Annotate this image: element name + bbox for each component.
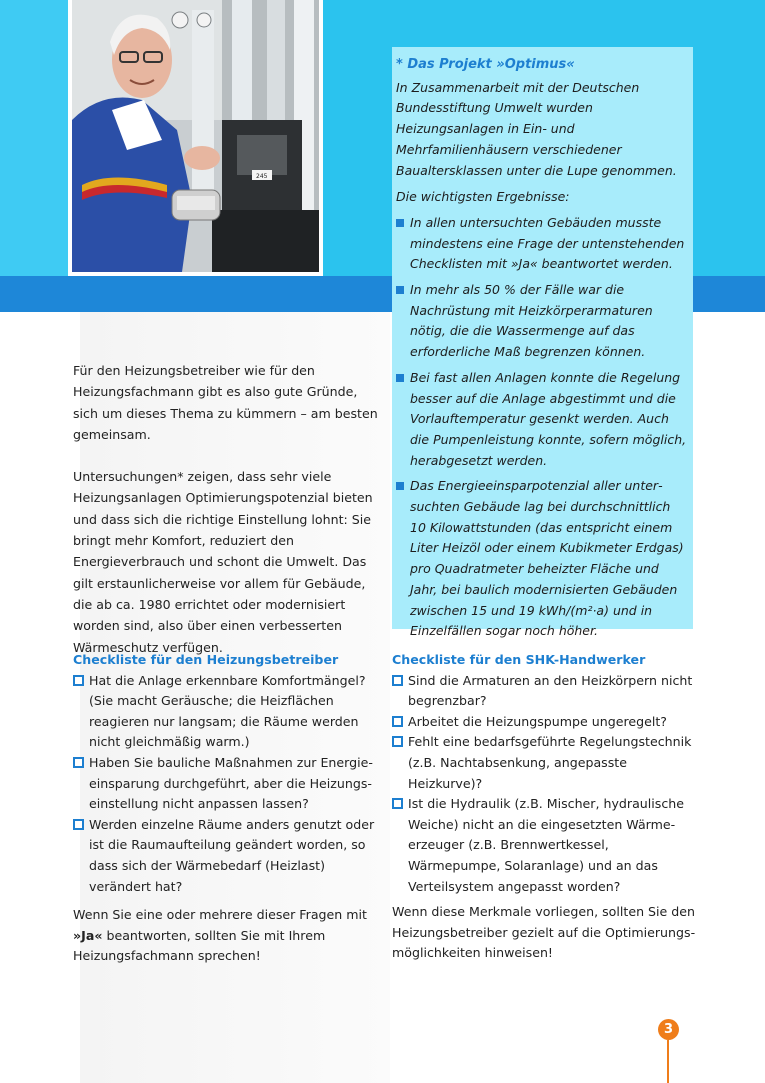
checklist-item-text: Fehlt eine bedarfsgeführte Regelungstechnik (z.B. Nachtabsenkung, angepasste Heizkurve)? [408, 734, 692, 791]
header-left-strip [0, 0, 72, 276]
optimus-project-infobox [392, 47, 693, 639]
checkbox-icon [392, 716, 403, 727]
checklist-item [392, 794, 702, 897]
checklist-operator-conclusion [73, 905, 379, 967]
results-list [396, 213, 687, 642]
heating-technician-photo [68, 0, 323, 276]
result-text: In mehr als 50 % der Fälle war die Nachrüstung mit Heizkörperarmaturen nötig, die die Wassermenge auf das erforderliche Maß begrenzen können. [410, 282, 653, 360]
result-text: In allen untersuchten Gebäuden musste mindestens eine Frage der untenstehenden Checklisten mit »Ja« beantwortet werden. [410, 214, 685, 272]
checklist-installer [392, 650, 702, 977]
result-item [396, 280, 687, 363]
checklist-installer-title: Checkliste für den SHK-Handwerker [392, 652, 646, 667]
checklist-item [392, 732, 702, 794]
checklist-item [392, 671, 702, 712]
checkbox-icon [392, 798, 403, 809]
infobox-title: * Das Projekt »Optimus« [396, 57, 575, 72]
body-paragraph: Für den Heizungsbetreiber wie für den Heizungsfachmann gibt es also gute Gründe, sich um dieses Thema zu kümmern – am besten gemeinsam. [73, 363, 378, 442]
photo-device-label: 245 [256, 173, 268, 180]
checklist-installer-conclusion: Wenn diese Merkmale vorliegen, sollten Sie den Heizungsbetreiber gezielt auf die Optimierungsmöglichkeiten hinweisen! [392, 904, 696, 961]
checkbox-icon [73, 819, 84, 830]
square-bullet-icon [396, 374, 404, 382]
page-number-line [667, 1040, 669, 1083]
checklist-item [392, 712, 702, 733]
checklist-item [73, 753, 379, 815]
checklist-item-text: Hat die Anlage erkennbare Komfortmängel? (Sie macht Geräusche; die Heizflächen reagieren nur langsam; die Räume werden nicht gleichmäßig warm.) [89, 672, 366, 750]
checkbox-icon [73, 675, 84, 686]
checklist-item-text: Ist die Hydraulik (z.B. Mischer, hydraulische Weiche) nicht an die eingesetzten Wärmeerzeuger (z.B. Brennwertkessel, Wärmepumpe, Solaranlage) und an das Verteilsystem angepasst worden? [408, 796, 685, 894]
checklist-installer-items [392, 671, 702, 898]
result-text: Bei fast allen Anlagen konnte die Regelung besser auf die Anlage abgestimmt und die Vorlauftemperatur gesenkt werden. Auch die Pumpenleistung konnte, sofern möglich, herabgesetzt werden. [410, 369, 687, 468]
checklist-item [73, 671, 379, 753]
checklist-item-text: Haben Sie bauliche Maßnahmen zur Energieeinsparung durchgeführt, aber die Heizungseinstellung nicht anpassen lassen? [89, 754, 373, 812]
result-item [396, 213, 687, 275]
checklist-item-text: Werden einzelne Räume anders genutzt oder ist die Raumaufteilung geändert worden, so dass sich der Wärmebedarf (Heizlast) verändert hat? [89, 816, 375, 894]
conclusion-text-end: beantworten, sollten Sie mit Ihrem Heizungsfachmann sprechen! [73, 927, 326, 964]
intro-body-text [73, 360, 379, 679]
checklist-item-text: Sind die Armaturen an den Heizkörpern nicht begrenzbar? [408, 672, 693, 709]
square-bullet-icon [396, 482, 404, 490]
body-paragraph: Untersuchungen* zeigen, dass sehr viele Heizungsanlagen Optimierungspotenzial bieten und dass sich die richtige Einstellung lohnt: Sie bringt mehr Komfort, reduziert den Energieverbrauch und schont die Umwelt. Das gilt erstaunlicherweise vor allem für Gebäude, die ab ca. 1980 errichtet oder modernisiert worden sind, also über einen verbesserten Wärmeschutz verfügen. [73, 469, 373, 655]
checklist-operator [73, 650, 379, 980]
square-bullet-icon [396, 286, 404, 294]
conclusion-text-start: Wenn Sie eine oder mehrere dieser Fragen mit [73, 907, 367, 923]
checklist-operator-items [73, 671, 379, 898]
result-item [396, 368, 687, 472]
infobox-subheading: Die wichtigsten Ergebnisse: [396, 189, 570, 205]
photo-illustration [72, 0, 319, 272]
checkbox-icon [73, 757, 84, 768]
checklist-operator-title: Checkliste für den Heizungsbetreiber [73, 652, 339, 667]
result-text: Das Energieeinsparpotenzial aller untersuchten Gebäude lag bei durchschnittlich 10 Kilowattstunden (das entspricht einem Liter Heizöl oder einem Kubikmeter Erdgas) pro Quadratmeter beheizter Fläche und Jahr, bei baulich modernisierten Gebäuden zwischen 15 und 19 kWh/(m²·a) und in Einzelfällen sogar noch höher. [410, 478, 684, 639]
result-item [396, 476, 687, 642]
checkbox-icon [392, 675, 403, 686]
infobox-intro: In Zusammenarbeit mit der Deutschen Bundesstiftung Umwelt wurden Heizungsanlagen in Ein- und Mehrfamilienhäusern verschiedener Baualtersklassen unter die Lupe genommen. [396, 79, 677, 178]
checklist-item [73, 815, 379, 897]
page-number: 3 [658, 1019, 679, 1040]
square-bullet-icon [396, 219, 404, 227]
conclusion-emphasis: »Ja« [73, 927, 103, 943]
checklist-item-text: Arbeitet die Heizungspumpe ungeregelt? [408, 713, 667, 729]
checkbox-icon [392, 736, 403, 747]
